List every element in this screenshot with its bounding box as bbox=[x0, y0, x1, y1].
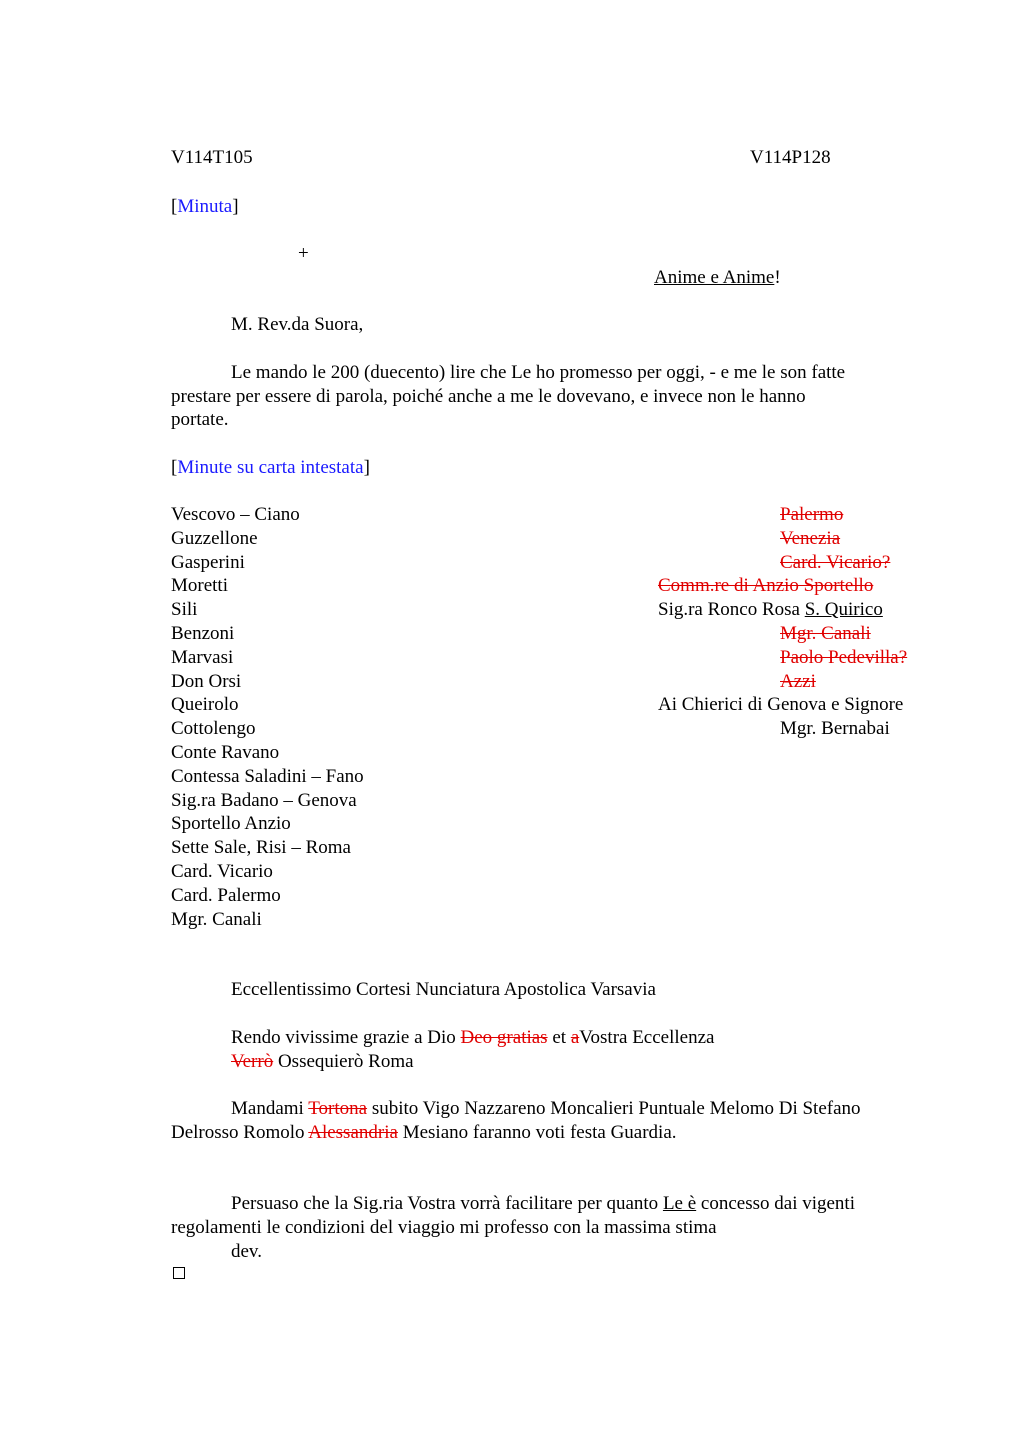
document-code-left: V114T105 bbox=[171, 147, 253, 168]
list-item: Vescovo – Ciano bbox=[171, 504, 300, 525]
list-item: Benzoni bbox=[171, 622, 235, 644]
list-item: Gasperini bbox=[171, 551, 245, 573]
list-item: Conte Ravano bbox=[171, 741, 280, 763]
editorial-note-minuta: [Minuta] bbox=[171, 196, 239, 217]
list-item: Cottolengo bbox=[171, 718, 256, 740]
list-item-deleted: Comm.re di Anzio Sportello bbox=[658, 575, 874, 597]
motto: Anime e Anime! bbox=[654, 267, 781, 288]
list-item: Sig.ra Ronco Rosa S. Quirico bbox=[658, 599, 883, 621]
telegram-line: Verrò Ossequierò Roma bbox=[231, 1051, 414, 1072]
list-item: Sette Sale, Risi – Roma bbox=[171, 837, 351, 859]
list-item-deleted: Mgr. Canali bbox=[780, 622, 871, 644]
list-item-deleted: Venezia bbox=[780, 527, 841, 549]
empty-square-icon bbox=[173, 1267, 185, 1279]
editorial-note-label: Minuta bbox=[177, 196, 233, 217]
list-item: Marvasi bbox=[171, 646, 234, 668]
letter-paragraph-line: prestare per essere di parola, poiché anche a me le dovevano, e invece non le hanno bbox=[171, 386, 806, 407]
list-item: Sportello Anzio bbox=[171, 813, 291, 835]
editorial-note-letterhead: [Minute su carta intestata] bbox=[171, 457, 370, 478]
list-item: Don Orsi bbox=[171, 670, 242, 692]
document-code-right: V114P128 bbox=[750, 147, 831, 168]
closing-signature: dev. bbox=[231, 1241, 262, 1262]
closing-paragraph-line: regolamenti le condizioni del viaggio mi professo con la massima stima bbox=[171, 1217, 717, 1238]
list-item-deleted: Paolo Pedevilla? bbox=[780, 646, 908, 668]
list-item: Contessa Saladini – Fano bbox=[171, 765, 364, 787]
list-item: Card. Vicario bbox=[171, 860, 273, 882]
list-item-deleted: Palermo bbox=[780, 504, 844, 525]
telegram-line: Mandami Tortona subito Vigo Nazzareno Moncalieri Puntuale Melomo Di Stefano bbox=[231, 1098, 861, 1119]
closing-paragraph-line: Persuaso che la Sig.ria Vostra vorrà facilitare per quanto Le è concesso dai vigenti bbox=[231, 1193, 855, 1214]
telegram-address: Eccellentissimo Cortesi Nunciatura Apostolica Varsavia bbox=[231, 979, 656, 1000]
telegram-line: Rendo vivissime grazie a Dio Deo gratias et aVostra Eccellenza bbox=[231, 1027, 715, 1048]
telegram-line: Delrosso Romolo Alessandria Mesiano faranno voti festa Guardia. bbox=[171, 1122, 677, 1143]
list-item: Sili bbox=[171, 599, 198, 621]
list-item: Ai Chierici di Genova e Signore bbox=[658, 694, 904, 716]
list-item: Card. Palermo bbox=[171, 884, 281, 906]
letter-paragraph-line: Le mando le 200 (duecento) lire che Le ho promesso per oggi, - e me le son fatte bbox=[231, 362, 846, 383]
letter-paragraph-line: portate. bbox=[171, 409, 229, 430]
list-item: Guzzellone bbox=[171, 527, 258, 549]
editorial-note-label: Minute su carta intestata bbox=[177, 457, 364, 478]
list-item: Mgr. Bernabai bbox=[780, 718, 890, 740]
list-item: Moretti bbox=[171, 575, 228, 597]
salutation: M. Rev.da Suora, bbox=[231, 314, 364, 335]
cross-symbol: + bbox=[298, 243, 309, 264]
names-list-left bbox=[171, 503, 364, 931]
list-item-deleted: Card. Vicario? bbox=[780, 551, 891, 573]
list-item: Queirolo bbox=[171, 694, 239, 716]
list-item: Mgr. Canali bbox=[171, 908, 262, 930]
names-list-right bbox=[658, 503, 907, 741]
list-item: Sig.ra Badano – Genova bbox=[171, 789, 357, 811]
list-item-deleted: Azzi bbox=[780, 670, 816, 692]
